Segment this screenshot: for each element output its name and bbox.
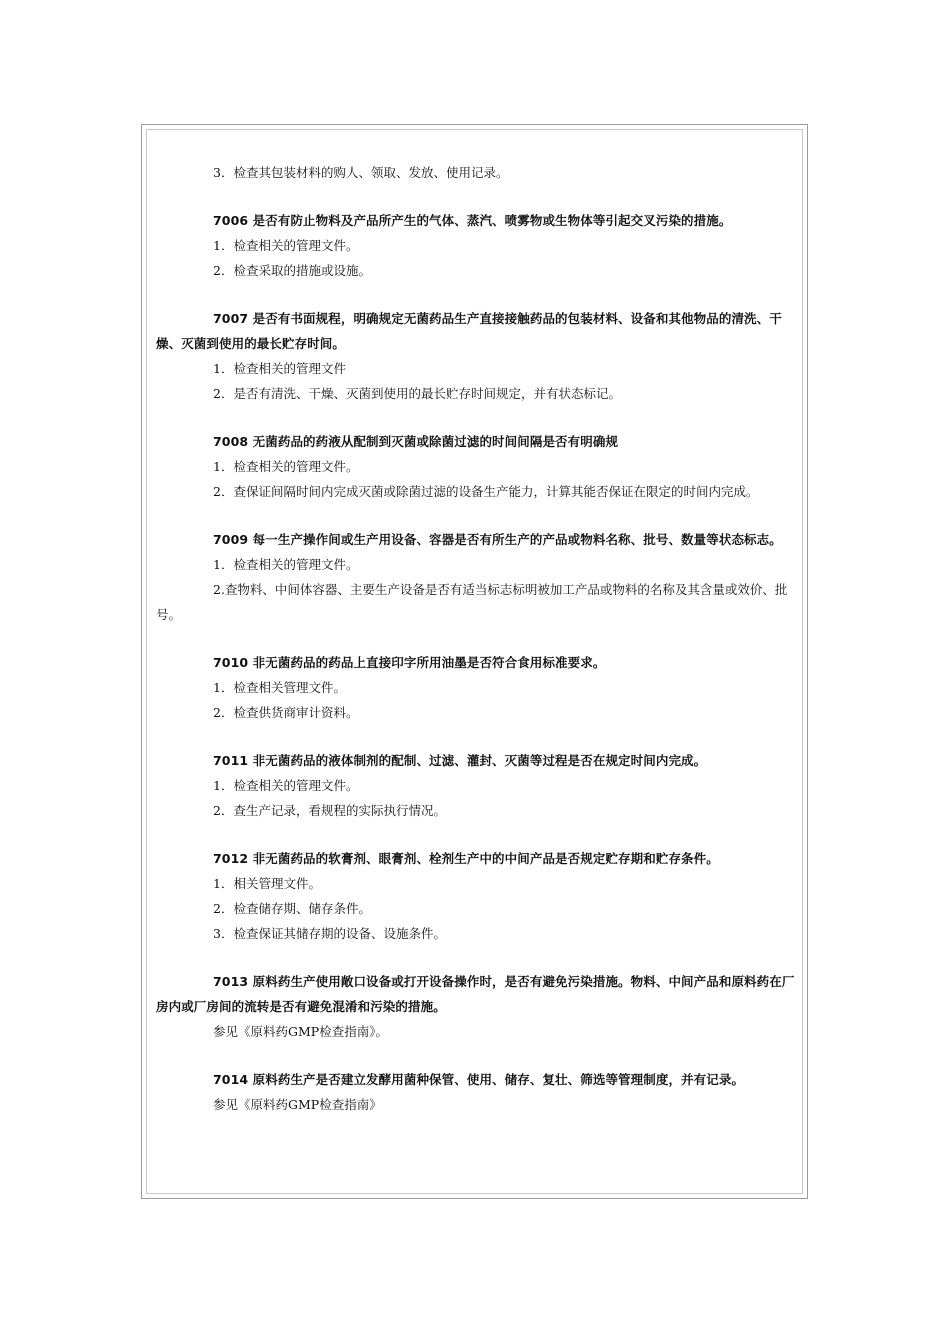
item-7010-2: 2．检查供货商审计资料。 bbox=[213, 705, 359, 720]
heading-7006: 7006 是否有防止物料及产品所产生的气体、蒸汽、喷雾物或生物体等引起交叉污染的措施。 bbox=[213, 213, 732, 228]
item-7008-1: 1．检查相关的管理文件。 bbox=[213, 459, 359, 474]
item-7011-2: 2．查生产记录，看规程的实际执行情况。 bbox=[213, 803, 446, 818]
heading-7007: 7007 是否有书面规程，明确规定无菌药品生产直接接触药品的包装材料、设备和其他物品的清洗、干燥、灭菌到使用的最长贮存时间。 bbox=[156, 311, 782, 351]
item-7007-2: 2．是否有清洗、干燥、灭菌到使用的最长贮存时间规定，并有状态标记。 bbox=[213, 386, 621, 401]
heading-7010: 7010 非无菌药品的药品上直接印字所用油墨是否符合食用标准要求。 bbox=[213, 655, 606, 670]
item-7009-1: 1．检查相关的管理文件。 bbox=[213, 557, 359, 572]
item-7009-2: 2.查物料、中间体容器、主要生产设备是否有适当标志标明被加工产品或物料的名称及其含量或效价、批号。 bbox=[156, 582, 788, 622]
item-7012-1: 1．相关管理文件。 bbox=[213, 876, 321, 891]
heading-7008: 7008 无菌药品的药液从配制到灭菌或除菌过滤的时间间隔是否有明确规 bbox=[213, 434, 619, 449]
heading-7009: 7009 每一生产操作间或生产用设备、容器是否有所生产的产品或物料名称、批号、数量等状态标志。 bbox=[213, 532, 782, 547]
heading-7012: 7012 非无菌药品的软膏剂、眼膏剂、栓剂生产中的中间产品是否规定贮存期和贮存条件。 bbox=[213, 851, 719, 866]
item-7012-3: 3．检查保证其储存期的设备、设施条件。 bbox=[213, 926, 446, 941]
heading-7013: 7013 原料药生产使用敞口设备或打开设备操作时，是否有避免污染措施。物料、中间产品和原料药在厂房内或厂房间的流转是否有避免混淆和污染的措施。 bbox=[156, 974, 795, 1014]
item-7012-2: 2．检查储存期、储存条件。 bbox=[213, 901, 371, 916]
item-7008-2: 2．查保证间隔时间内完成灭菌或除菌过滤的设备生产能力，计算其能否保证在限定的时间内完成。 bbox=[213, 484, 759, 499]
item-7011-1: 1．检查相关的管理文件。 bbox=[213, 778, 359, 793]
item-7014-1: 参见《原料药GMP检查指南》 bbox=[213, 1097, 382, 1112]
heading-7014: 7014 原料药生产是否建立发酵用菌种保管、使用、储存、复壮、筛选等管理制度，并有记录。 bbox=[213, 1072, 745, 1087]
document-body bbox=[156, 160, 796, 1117]
item-7007-1: 1．检查相关的管理文件 bbox=[213, 361, 346, 376]
item-7010-1: 1．检查相关管理文件。 bbox=[213, 680, 346, 695]
heading-7011: 7011 非无菌药品的液体制剂的配制、过滤、灌封、灭菌等过程是否在规定时间内完成。 bbox=[213, 753, 707, 768]
item-7013-1: 参见《原料药GMP检查指南》。 bbox=[213, 1024, 388, 1039]
intro-item: 3．检查其包装材料的购人、领取、发放、使用记录。 bbox=[213, 165, 509, 180]
item-7006-2: 2．检查采取的措施或设施。 bbox=[213, 263, 371, 278]
item-7006-1: 1．检查相关的管理文件。 bbox=[213, 238, 359, 253]
